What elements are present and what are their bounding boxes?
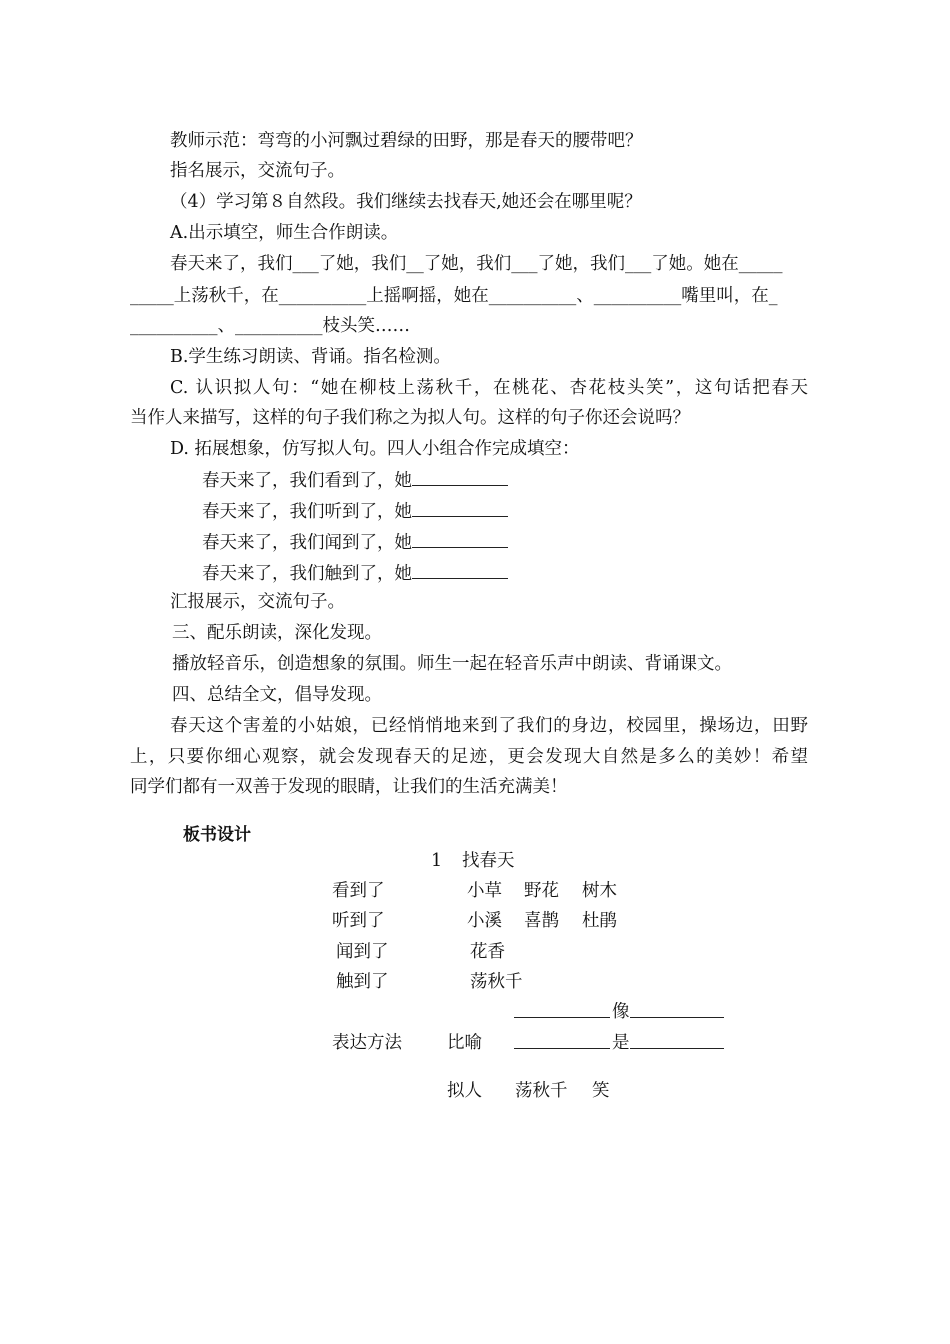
body-line-3: （4）学习第８自然段。我们继续去找春天,她还会在哪里呢？ (170, 192, 642, 212)
practice-line-4 (202, 561, 508, 585)
practice-text: 春天来了，我们闻到了，她 (202, 533, 412, 553)
board-item: 树木 (582, 881, 617, 901)
answer-blank (412, 499, 508, 517)
expression-method-label: 表达方法 (332, 1033, 402, 1053)
answer-blank (412, 468, 508, 486)
metaphor-word-is: 是 (612, 1033, 630, 1053)
metaphor-blank (630, 1000, 724, 1018)
board-row-label: 触到了 (336, 972, 389, 992)
board-item: 荡秋千 (470, 972, 523, 992)
board-item: 笑 (592, 1081, 610, 1101)
metaphor-blank (630, 1031, 724, 1049)
board-row-label: 看到了 (332, 881, 385, 901)
board-item: 小草 (467, 881, 502, 901)
fill-blank-line-1: 春天来了，我们___了她，我们__了她，我们___了她，我们___了她。她在_____ (170, 254, 783, 274)
metaphor-word-like: 像 (612, 1002, 630, 1022)
board-item: 杜鹃 (582, 911, 617, 931)
board-row-label: 闻到了 (336, 942, 389, 962)
board-item: 荡秋千 (515, 1081, 568, 1101)
metaphor-blank (514, 1031, 610, 1049)
lesson-title: 找春天 (462, 851, 515, 871)
body-line-8: B.学生练习朗读、背诵。指名检测。 (170, 347, 451, 367)
body-line-10: 当作人来描写，这样的句子我们称之为拟人句。这样的句子你还会说吗？ (130, 408, 690, 428)
practice-text: 春天来了，我们看到了，她 (202, 471, 412, 491)
body-line-22: 同学们都有一双善于发现的眼睛，让我们的生活充满美！ (130, 777, 568, 797)
personification-label: 拟人 (447, 1081, 482, 1101)
section-four-heading: 四、总结全文，倡导发现。 (172, 685, 382, 705)
practice-line-3 (202, 530, 508, 554)
fill-blank-line-2: _____上荡秋千，在__________上摇啊摇，她在__________、__________嘴里叫，在_ (130, 286, 778, 306)
body-line-4: A.出示填空，师生合作朗读。 (170, 223, 399, 243)
metaphor-label: 比喻 (447, 1033, 482, 1053)
practice-line-2 (202, 499, 508, 523)
answer-blank (412, 561, 508, 579)
section-three-heading: 三、配乐朗读，深化发现。 (172, 623, 382, 643)
board-row-label: 听到了 (332, 911, 385, 931)
body-line-2: 指名展示，交流句子。 (170, 161, 345, 181)
fill-blank-line-3: __________、__________枝头笑…… (130, 316, 410, 336)
body-line-18: 播放轻音乐，创造想象的氛围。师生一起在轻音乐声中朗读、背诵课文。 (172, 654, 732, 674)
body-line-1: 教师示范：弯弯的小河飘过碧绿的田野，那是春天的腰带吧？ (170, 131, 643, 151)
body-line-21: 上，只要你细心观察，就会发现春天的足迹，更会发现大自然是多么的美妙！希望 (130, 747, 808, 767)
body-line-16: 汇报展示，交流句子。 (170, 592, 345, 612)
metaphor-blank (514, 1000, 610, 1018)
board-item: 野花 (524, 881, 559, 901)
lesson-number: 1 (431, 851, 443, 871)
board-item: 喜鹊 (524, 911, 559, 931)
board-item: 花香 (470, 942, 505, 962)
practice-text: 春天来了，我们触到了，她 (202, 564, 412, 584)
board-design-heading: 板书设计 (183, 825, 251, 845)
body-line-20: 春天这个害羞的小姑娘，已经悄悄地来到了我们的身边，校园里，操场边，田野 (170, 716, 808, 736)
body-line-11: D. 拓展想象，仿写拟人句。四人小组合作完成填空： (170, 439, 580, 459)
board-item: 小溪 (467, 911, 502, 931)
answer-blank (412, 530, 508, 548)
practice-text: 春天来了，我们听到了，她 (202, 502, 412, 522)
practice-line-1 (202, 468, 508, 492)
body-line-9: C. 认识拟人句：“她在柳枝上荡秋千，在桃花、杏花枝头笑”，这句话把春天 (170, 378, 808, 398)
